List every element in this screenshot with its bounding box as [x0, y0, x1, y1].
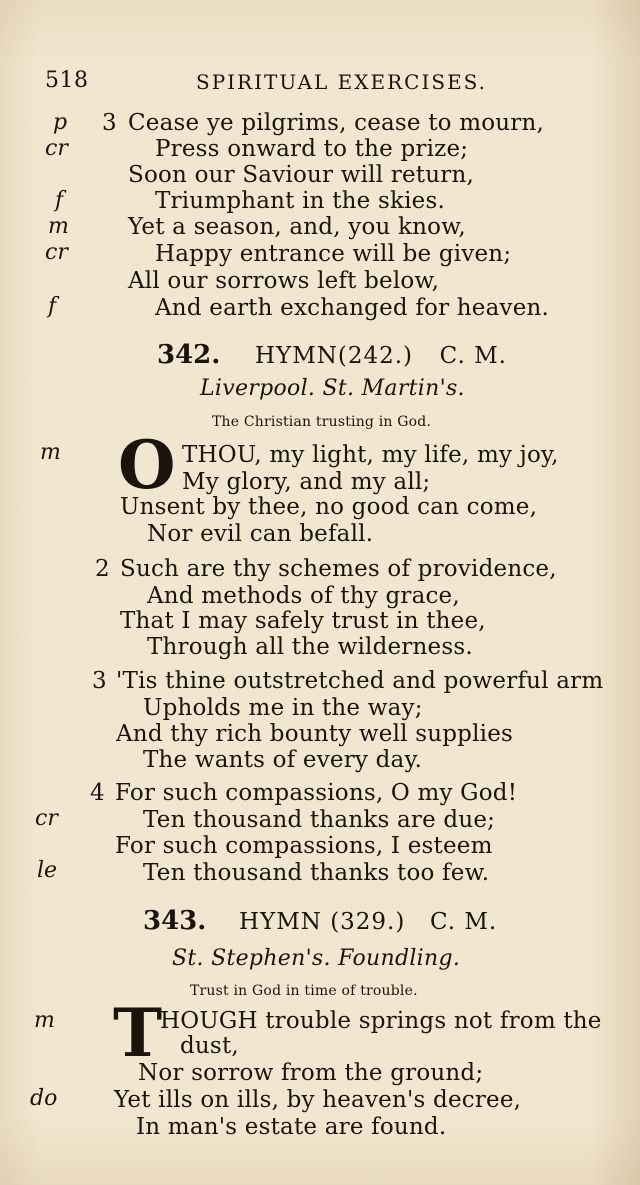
hymn-heading [157, 340, 507, 370]
hymn-meter: C. M. [429, 909, 498, 935]
dynamic-mark: m [40, 440, 61, 465]
verse-line: Yet a season, and, you know, [128, 214, 466, 240]
verse-line: Cease ye pilgrims, cease to mourn, [128, 110, 545, 136]
hymn-subject: Trust in God in time of trouble. [190, 983, 418, 999]
dynamic-mark: le [37, 858, 58, 883]
verse-line: The wants of every day. [143, 747, 423, 773]
verse-line: For such compassions, I esteem [115, 833, 493, 859]
verse-line: For such compassions, O my God! [115, 780, 518, 806]
running-title: SPIRITUAL EXERCISES. [196, 70, 488, 94]
hymn-label: HYMN [254, 343, 338, 369]
verse-line: Happy entrance will be given; [155, 241, 512, 267]
tune-names: St. Stephen's. Foundling. [172, 946, 461, 971]
verse-number: 3 [92, 668, 107, 694]
verse-line: That I may safely trust in thee, [120, 608, 486, 634]
verse-line: Nor sorrow from the ground; [138, 1060, 484, 1086]
verse-number: 4 [90, 780, 105, 806]
verse-line: In man's estate are found. [136, 1114, 447, 1140]
dynamic-mark: f [48, 294, 57, 319]
hymn-ref: (242.) [337, 343, 414, 369]
dynamic-mark: cr [35, 806, 58, 831]
drop-cap: T [113, 994, 163, 1072]
verse-line: Triumphant in the skies. [155, 188, 446, 214]
hymn-ref: (329.) [330, 909, 406, 935]
verse-line: And earth exchanged for heaven. [155, 295, 550, 321]
verse-line: And thy rich bounty well supplies [116, 721, 514, 747]
verse-line: Ten thousand thanks too few. [143, 860, 490, 886]
dynamic-mark: m [48, 214, 69, 239]
verse-line: dust, [180, 1033, 239, 1059]
hymn-heading [143, 906, 497, 936]
verse-line: My glory, and my all; [182, 469, 431, 495]
dynamic-mark: p [53, 110, 68, 135]
dynamic-mark: cr [45, 240, 68, 265]
verse-line: Soon our Saviour will return, [128, 162, 474, 188]
hymn-subject: The Christian trusting in God. [212, 414, 432, 430]
page-number: 518 [45, 68, 89, 93]
verse-line: Unsent by thee, no good can come, [120, 494, 538, 520]
verse-line: Yet ills on ills, by heaven's decree, [114, 1087, 522, 1113]
verse-line: Through all the wilderness. [147, 634, 473, 660]
tune-names: Liverpool. St. Martin's. [200, 376, 465, 401]
verse-line: HOUGH trouble springs not from the [160, 1008, 602, 1034]
verse-line: Nor evil can befall. [147, 521, 374, 547]
verse-line: 'Tis thine outstretched and powerful arm [116, 668, 604, 694]
verse-line: THOU, my light, my life, my joy, [182, 442, 559, 468]
hymn-number: 342. [157, 340, 221, 370]
verse-line: Press onward to the prize; [155, 136, 469, 162]
verse-line: And methods of thy grace, [147, 583, 460, 609]
dynamic-mark: do [30, 1086, 58, 1111]
dynamic-mark: m [34, 1008, 55, 1033]
dynamic-mark: f [55, 188, 64, 213]
verse-number: 2 [95, 556, 110, 582]
hymn-label: HYMN [238, 909, 322, 935]
verse-line: Ten thousand thanks are due; [143, 807, 496, 833]
dynamic-mark: cr [45, 136, 68, 161]
drop-cap: O [118, 426, 176, 504]
verse-line: Upholds me in the way; [143, 695, 423, 721]
verse-line: All our sorrows left below, [128, 268, 440, 294]
hymn-number: 343. [143, 906, 207, 936]
hymn-meter: C. M. [439, 343, 507, 369]
verse-number: 3 [102, 110, 117, 136]
verse-line: Such are thy schemes of providence, [120, 556, 557, 582]
